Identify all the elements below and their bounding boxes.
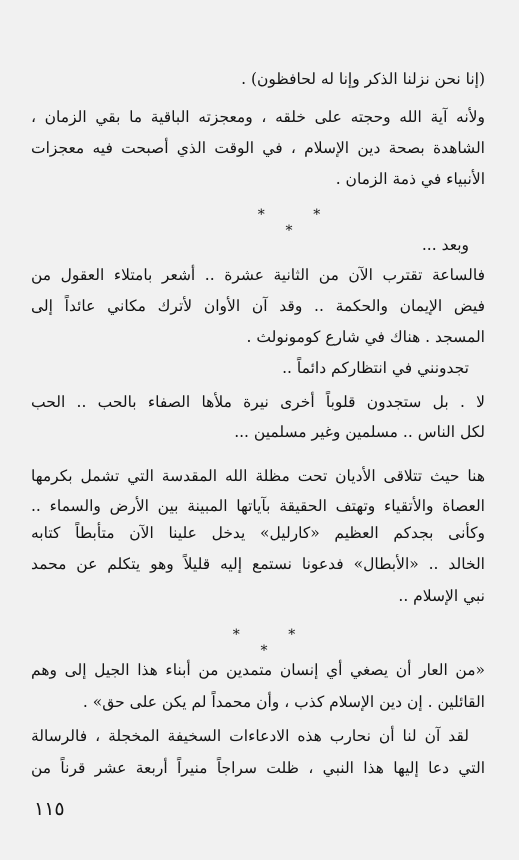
text-line: (إنا نحن نزلنا الذكر وإنا له لحافظون) . <box>241 70 485 88</box>
text-line: الأنبياء في ذمة الزمان . <box>335 170 485 188</box>
text-line: القائلين . إن دين الإسلام كذب ، وأن محمداً لم يكن على حق» . <box>82 693 485 711</box>
text-line: هنا حيث تتلاقى الأديان تحت مظلة الله المقدسة التي تشمل بكرمها <box>31 467 485 485</box>
text-line: لقد آن لنا أن نحارب هذه الادعاءات السخيفة المخجلة ، فالرسالة <box>31 727 469 745</box>
text-line: العصاة والأتقياء وتهتف الحقيقة بآياتها المبينة بين الأرض والسماء .. <box>31 497 485 515</box>
text-line: فيض الإيمان والحكمة .. وقد آن الأوان لأترك مكاني عائداً إلى <box>31 297 485 315</box>
text-line: لا . بل ستجدون قلوباً أخرى نيرة ملأها الصفاء بالحب .. الحب <box>31 393 485 411</box>
text-line: «من العار أن يصغي أي إنسان متمدين من أبناء هذا الجيل إلى وهم <box>31 661 485 679</box>
text-line: ولأنه آية الله وحجته على خلقه ، ومعجزته الباقية ما بقي الزمان ، <box>31 108 485 126</box>
text-line: وبعد ... <box>421 236 469 254</box>
text-line: الخالد .. «الأبطال» فدعونا نستمع إليه قليلاً وهو يتكلم عن محمد <box>31 555 485 573</box>
section-separator: * * * <box>232 627 318 659</box>
text-line: فالساعة تقترب الآن من الثانية عشرة .. أشعر بامتلاء العقول من <box>31 266 485 284</box>
text-line: وكأنى بجدكم العظيم «كارليل» يدخل علينا الآن متأبطاً كتابه <box>31 524 485 542</box>
text-line: تجدونني في انتظاركم دائماً .. <box>282 359 469 377</box>
text-line: نبي الإسلام .. <box>398 587 485 605</box>
text-line: المسجد . هناك في شارع كومونولث . <box>246 328 485 346</box>
page-number: ١١٥ <box>34 798 65 820</box>
text-line: الشاهدة بصحة دين الإسلام ، في الوقت الذي أصبحت فيه معجزات <box>31 139 485 157</box>
text-line: لكل الناس .. مسلمين وغير مسلمين ... <box>234 423 485 441</box>
text-line: التي دعا إليها هذا النبي ، ظلت سراجاً منيراً أربعة عشر قرناً من <box>31 759 485 777</box>
section-separator: * * * <box>257 207 343 239</box>
